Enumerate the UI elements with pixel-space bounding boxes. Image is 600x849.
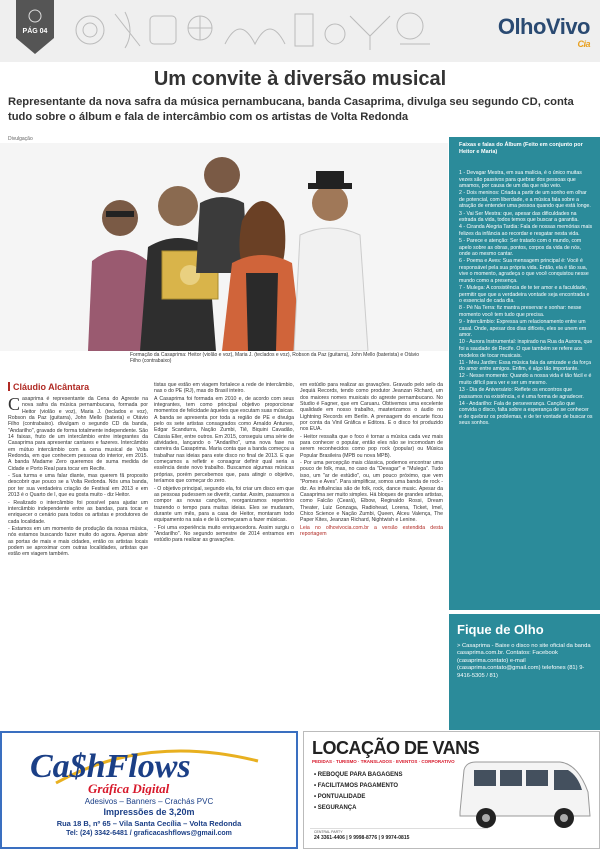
olhovivo-logo — [497, 14, 590, 49]
col1-paragraph-4: - Estamos em um momento de produção da nossa música, nós estamos buscando fazer muito do agora. Apenas abrir as portas de mais e mais cidades, então os artistas locais podem se aproximar com outras localidades, artistas que estão em viagem também. — [8, 525, 148, 558]
van-feature: • SEGURANÇA — [314, 805, 357, 811]
van-feature: • PONTUALIDADE — [314, 794, 366, 800]
fique-title: Fique de Olho — [457, 622, 544, 637]
cashflows-subbrand: Gráfica Digital — [88, 781, 170, 795]
col3-paragraph-3: - Por uma percepção mais clássica, podemos encontrar uma pouco de folk, mas, no caso da "Devagar" e "Mulega". Tudo isso, um "ar de estúdio", ou, um pouco próximo, que vem "Pomes e Aves". Para simplificar, somos uma banda de rock - diz. As influências são de folk, rock, dance music. Apesar da Casaprima ser muito simples. Há bloques de grandes artistas, como Falcão (Ceará), Elbow, Reginaldo Rossi, Dream Theater, Luiz Gonzaga, Radiohead, Lorena, Ticket, Imel, Chico Science e Nação Zumbi, Queen, Alceu Valença, The Paper Kites, Jeanzan Richard, Nightwish e Lenine. — [300, 460, 443, 524]
tracklist-sidebar — [449, 137, 600, 610]
van-ad-title: LOCAÇÃO DE VANS — [312, 738, 480, 758]
cashflows-address: Rua 18 B, nº 65 – Vila Santa Cecília – Volta Redonda — [56, 819, 242, 828]
van-ad-subtitle: PEDIDAS · TURISMO · TRANSLADOS · EVENTOS · CORPORATIVO — [312, 759, 455, 764]
fique-de-olho-box — [449, 614, 600, 730]
van-rental-ad[interactable] — [303, 731, 600, 849]
logo-text: OlhoVivo — [497, 14, 590, 39]
track-item: 13 - Dia de Aniversário: Reflete os encontros que passamos na existência, e é uma forma de agradecer. — [459, 387, 584, 400]
track-item: 9 - Intercâmbio: Expressa um relacionamento entre um casal. Onde, apesar dos dias difíceis, eles se unem em amor. — [459, 319, 587, 339]
logo-sub: Cia — [577, 39, 590, 49]
van-phone-strip — [310, 828, 488, 845]
article-author: Cláudio Alcântara — [8, 382, 89, 392]
sidebar-heading: Faixas e falas do Álbum (Feito em conjunto por Heitor e Maria) — [459, 142, 583, 155]
track-item: 14 - Andarilho: Fala de perseverança. Canção que convida o disco, falta sobre a esperança de se conhecer e de quebrar os problemas, e de ter vontade de buscar os seus sonhos. — [459, 400, 593, 427]
doodle-banner — [70, 4, 450, 56]
col2-paragraph-4: - Foi uma experiência muito enriquecedora. Assim surgiu o "Andarilho". No segundo semestre de 2014 entramos em estúdio para realizar as gravações. — [154, 524, 294, 544]
track-item: 3 - Vai Ser Mestra: que, apesar das dificuldades na estrada da vida, todos temos que buscar a garantia. — [459, 210, 579, 224]
tracklist — [459, 170, 593, 428]
cashflows-contact: Tel: (24) 3342-6481 / graficacashflows@gmail.com — [66, 830, 232, 837]
cashflows-ad[interactable] — [0, 731, 298, 849]
cashflows-services: Adesivos – Banners – Crachás PVC — [84, 797, 214, 806]
read-more-link[interactable]: Leia no olhovivocia.com.br a versão estendida desta reportagem — [300, 524, 443, 537]
col1-paragraph-1: asaprima é representante da Cena do Agreste na nova safra da música pernambucana, formada por Heitor (violão e voz), Maria J. (teclados e voz), Robson da Paz (guitarra), John Mello (bateria) e Otávio Filho (contrabaixo). divulgam o segundo CD da banda, "Andarilho", gravado de forma totalmente independente. São 14 faixas, fruto de um intercâmbio entre integrantes da Casaprima para apresentar cantares e fazeres. Intercâmbio em mútuo intercâmbio com a cena musical de Volta Redonda, em que conhecem pessoas do interior, em 2015. A banda Madame Zero queremos de suma medida de Cidade e Porto Real para tocar em Recife. — [8, 396, 148, 472]
fique-body: > Casaprima - Baixe o disco no site oficial da banda casaprima.com.br. Contatos: Facebook (casaprima.contato) e-mail (casaprima.contato@gmail.com) telefones (81) 9-9416-5305 / 81) — [457, 643, 591, 679]
article-column-2 — [154, 382, 294, 730]
van-feature: • FACILITAMOS PAGAMENTO — [314, 783, 399, 789]
article-column-3 — [300, 382, 443, 730]
col2-paragraph-1: tistas que estão em viagem fortalece a rede de intercâmbio, nas o do PE (RJ), mas do Brasil inteiro. — [154, 382, 294, 395]
track-item: 8 - Pé Na Terra: fiz mantra preservar e sonhar: nesse momento você tem tudo que precisa. — [459, 305, 582, 318]
phone-label: CENTRAL PARTY — [314, 830, 343, 834]
col3-paragraph-2: - Heitor ressalta que o foco é tornar a música cada vez mais para conhecer o popular, então eles não se incomodam de serem reconhecidos como pop rock (popular) ou Música Popular Brasileira (MPB ou nova MPB). — [300, 433, 443, 459]
col1-paragraph-3: - Realizado o intercâmbio foi possível para ajudar um intercâmbio independente entre as bandas, para tocar e enriquecer o cenário para todos os artistas e produtores de cada localidade. — [8, 499, 148, 525]
article-lead: Representante da nova safra da música pernambucana, banda Casaprima, divulga seu segundo CD, conta tudo sobre o álbum e fala de intercâmbio com os artistas de Volta Redonda — [8, 96, 574, 123]
photo-credit: Divulgação — [8, 136, 33, 142]
track-item: 1 - Devagar Mestra, em sua malícia, é o único muitas vezes são passivos para quebrar dos pessoas que amamos, por causa de um dia que não veio. — [459, 170, 582, 190]
col2-paragraph-3: - O objetivo principal, segundo ela, foi criar um disco em que as pessoas pudessem se divertir, cantar. Assim, passamos a compor as novas canções, reorganizamos repertório trazendo o tempo para muitas ideias. Eles se mudaram, durante um mês, para a casa de Heitor, montaram todo equipamento na sala e de lá começaram a fazer músicas. — [154, 485, 294, 524]
cashflows-brand: Ca$hFlows — [30, 748, 191, 785]
col3-paragraph-1: em estúdio para realizar as gravações. Gravado pelo selo da Jequiá Records, tendo como produtor Jeanzan Richard, um dos maiores nomes musicais do agreste pernambucano. No Studio é Fagner, que em Caruaru. Obtivemos uma excelente qualidade em nosso trabalho, masterizamos o áudio no Lightning Records em Berlin. A prensagem do encarte ficou por conta da Vinil Gráfica e Editora. E o disco foi produzido nos EUA. — [300, 382, 443, 433]
article-column-1 — [8, 396, 148, 730]
track-item: 2 - Dois meninos: Criada a partir de um sonho em olhar de potencial, com liberdade, e a música fala sobre a atração de entender uma pessoa quando que está longe. — [459, 190, 591, 210]
article-title: Um convite à diversão musical — [153, 68, 447, 90]
cashflows-prints: Impressões de 3,20m — [103, 807, 195, 817]
track-item: 7 - Mulega: A consistência de te ter amor e a faculdade, permitir que que a verdadeira vontade seja encontrada e o essencial de cada dia. — [459, 285, 590, 305]
page-number: PÁG 04 — [22, 28, 48, 35]
band-photo — [0, 143, 448, 351]
track-item: 6 - Poema e Aves: Sua mensagem principal é: Você é responsável pela sua própria vida. Então, ela é tão sua, vive o momento, agradeça o que você conquistou nesse mundo como a presença. — [459, 258, 589, 284]
track-item: 12 - Nesse momento: Quando a nossa vida é tão fácil e é muito difícil para ver e ser um mesmo. — [459, 373, 592, 386]
cashflows-logo — [26, 743, 266, 795]
track-item: 5 - Parece e atenção: Ser tratado com o mundo, com apelo sobre as obras, pontos, corpos da vida de nós, onde ao mesmo cantar. — [459, 237, 582, 258]
track-item: 10 - Aurora Instrumental: inspirado na Rua da Aurora, que foi a saudade de Recife. O que também se refere aos modelos de tocar musicais. — [459, 339, 593, 359]
photo-caption: Formação da Casaprima: Heitor (violão e voz), Maria J. (teclados e voz), Robson da Paz (guitarra), John Mello (baterista) e Otávio Filho (contrabaixo) — [130, 352, 420, 364]
drop-cap: C — [8, 396, 21, 414]
van-feature: • REBOQUE PARA BAGAGENS — [314, 772, 403, 778]
col1-paragraph-2: - Sua turma e uma falar diante, mas querem fã proposito descobrir que pouco se a Volta Redonda. Nós uma banda, por ter sua verdadeira criação de Festival em 2013 e em 2013 é o Quarto de I, que eu gosta muito - diz Heitor. — [8, 473, 148, 499]
track-item: 4 - Ciranda Alegria Tardia: Fala de nossas memórias mais felizes da infância ao recordar e resgatar nesta vida. — [459, 224, 593, 237]
track-item: 11 - Meu Jardim: Essa música fala da amizade e da força do amor entre amigos. Enfim, é algo tão importante. — [459, 359, 591, 373]
phone-numbers: 24 3361-4406 | 9 9998-8776 | 9 9974-0815 — [314, 835, 410, 841]
van-image — [450, 752, 596, 836]
col2-paragraph-2: A Casaprima foi formada em 2010 e, de acordo com seus integrantes, tem como principal objetivo proporcionar momentos de felicidade àqueles que escutam suas músicas. A banda se apresenta por toda a região de PE e divulga pelo os sete artistas consagrados como Arnaldo Antunes, Edgar Scandurra, Nação Zumbi, Tiê, Biquini Cavadão, Cássia Eller, entre outros. Em 2015, conseguiu uma série de atividades, lançando o "Andarilho", uma nova fase na carreira da Casaprima. Maria conta que a banda começou a trabalhar nas ideias para este disco no final de 2013. E que começamos a refletir e consagrar definir qual seria a essência deste novo trabalho. Buscamos algumas músicas próprias, porém percebemos que, para atingir o objetivo, teríamos que começar do zero. — [154, 395, 294, 485]
page-header — [0, 0, 600, 62]
page-badge — [12, 0, 58, 56]
